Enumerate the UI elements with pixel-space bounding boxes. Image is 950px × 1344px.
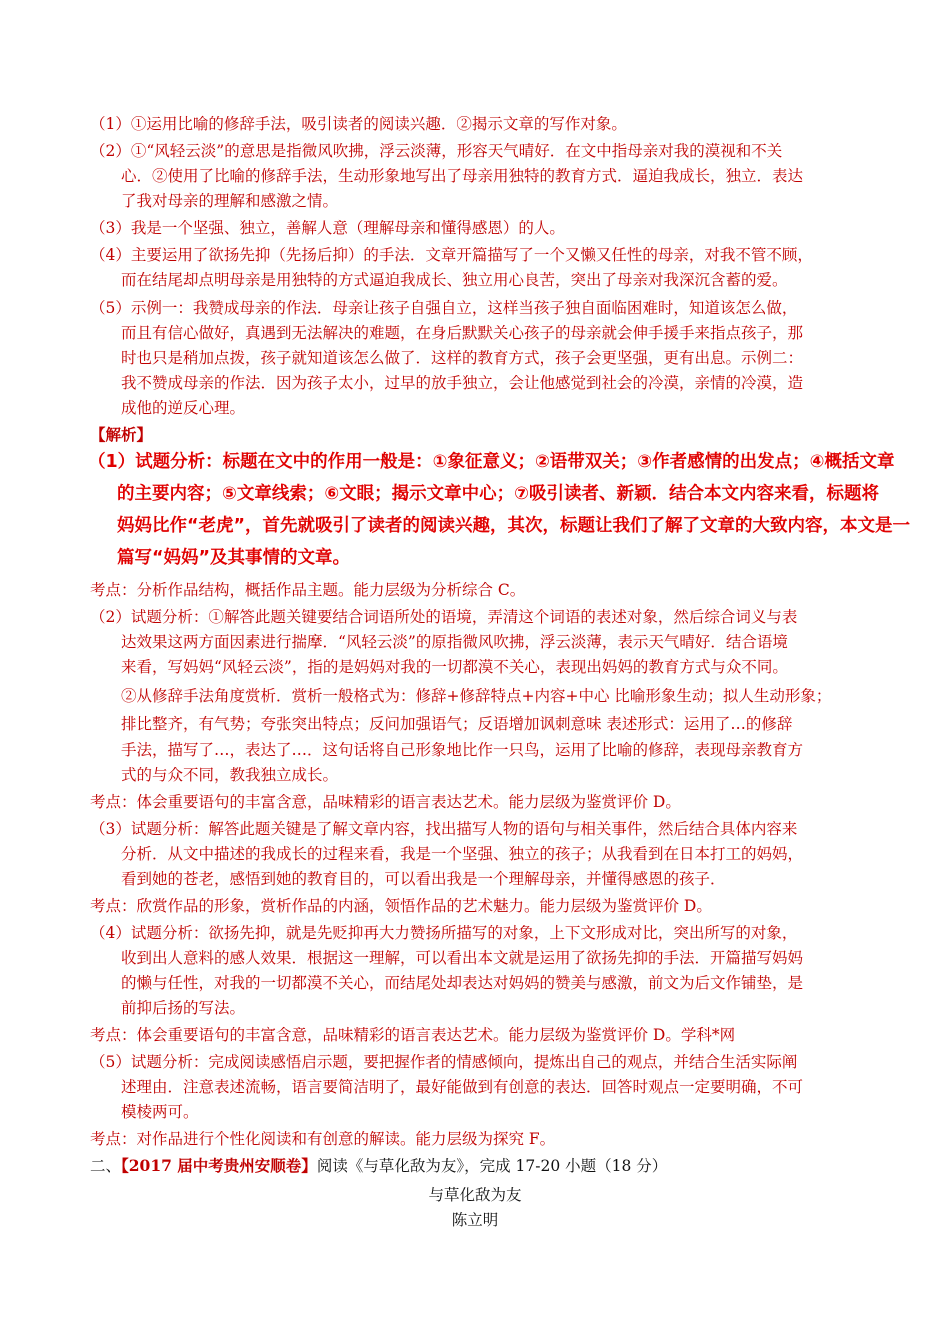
analysis-3-line: 看到她的苍老，感悟到她的教育目的，可以看出我是一个理解母亲，并懂得感恩的孩子．	[121, 870, 726, 888]
kaodian-3: 考点：欣赏作品的形象，赏析作品的内涵，领悟作品的艺术魅力。能力层级为鉴赏评价 D。	[90, 897, 712, 915]
section-2-heading	[90, 1156, 667, 1176]
analysis-5-line: 述理由．注意表述流畅，语言要简洁明了，最好能做到有创意的表达．回答时观点一定要明确，不可	[121, 1078, 804, 1096]
analysis-3-line: （3）试题分析：解答此题关键是了解文章内容，找出描写人物的语句与相关事件，然后结合具体内容来	[90, 820, 798, 838]
analysis-label: 【解析】	[90, 425, 153, 444]
answer-5-line: 而且有信心做好，真遇到无法解决的难题，在身后默默关心孩子的母亲就会伸手援手来指点孩子，那	[121, 324, 804, 342]
analysis-1-line: 篇写“妈妈”及其事情的文章。	[117, 548, 351, 568]
answer-5-line: 时也只是稍加点拨，孩子就知道该怎么做了．这样的教育方式，孩子会更坚强，更有出息。示例二：	[121, 349, 804, 367]
analysis-2-line: 达效果这两方面因素进行揣摩．“风轻云淡”的原指微风吹拂，浮云淡薄，表示天气晴好．结合语境	[121, 633, 788, 651]
analysis-4-line: 收到出人意料的感人效果．根据这一理解，可以看出本文就是运用了欲扬先抑的手法．开篇描写妈妈	[121, 949, 804, 967]
kaodian-1: 考点：分析作品结构，概括作品主题。能力层级为分析综合 C。	[90, 581, 526, 599]
kaodian-2: 考点：体会重要语句的丰富含意，品味精彩的语言表达艺术。能力层级为鉴赏评价 D。	[90, 793, 681, 811]
analysis-5-line: 模棱两可。	[121, 1103, 199, 1121]
analysis-2-line: ②从修辞手法角度赏析．赏析一般格式为：修辞+修辞特点+内容+中心 比喻形象生动；拟人生动形象；	[121, 687, 832, 705]
answer-4-line: （4）主要运用了欲扬先抑（先扬后抑）的手法．文章开篇描写了一个又懒又任性的母亲，对我不管不顾，	[90, 246, 813, 264]
analysis-2-line: 来看，写妈妈“风轻云淡”，指的是妈妈对我的一切都漠不关心，表现出妈妈的教育方式与众不同。	[121, 658, 788, 676]
section-2-source-tag: 【2017 届中考贵州安顺卷】	[121, 1156, 317, 1175]
kaodian-4: 考点：体会重要语句的丰富含意，品味精彩的语言表达艺术。能力层级为鉴赏评价 D。学科*网	[90, 1026, 736, 1044]
article-title: 与草化敌为友	[428, 1186, 522, 1204]
section-2-instruction: 阅读《与草化敌为友》，完成 17-20 小题（18 分）	[316, 1157, 668, 1175]
analysis-1-line: 的主要内容；⑤文章线索；⑥文眼；揭示文章中心；⑦吸引读者、新颖．结合本文内容来看，标题将	[117, 484, 879, 504]
analysis-1-line: 妈妈比作“老虎”，首先就吸引了读者的阅读兴趣，其次，标题让我们了解了文章的大致内容，本文是一	[117, 516, 910, 536]
analysis-2-line: 排比整齐，有气势；夸张突出特点；反问加强语气；反语增加讽刺意味 表述形式：运用了…的修辞	[121, 715, 793, 733]
answer-2-line: 了我对母亲的理解和感激之情。	[121, 192, 339, 210]
answer-5-line: 我不赞成母亲的作法．因为孩子太小，过早的放手独立，会让他感觉到社会的冷漠，亲情的冷漠，造	[121, 374, 804, 392]
analysis-1-line: （1）试题分析：标题在文中的作用一般是：①象征意义；②语带双关；③作者感情的出发点；④概括文章	[88, 452, 895, 472]
kaodian-5: 考点：对作品进行个性化阅读和有创意的解读。能力层级为探究 F。	[90, 1130, 556, 1148]
analysis-2-line: 式的与众不同，教我独立成长。	[121, 766, 339, 784]
article-author: 陈立明	[451, 1211, 499, 1229]
answer-2-line: （2）①“风轻云淡”的意思是指微风吹拂，浮云淡薄，形容天气晴好．在文中指母亲对我的漠视和不关	[90, 142, 783, 160]
analysis-2-line: （2）试题分析：①解答此题关键要结合词语所处的语境，弄清这个词语的表述对象，然后综合词义与表	[90, 608, 798, 626]
analysis-4-line: （4）试题分析：欲扬先抑，就是先贬抑再大力赞扬所描写的对象，上下文形成对比，突出所写的对象，	[90, 924, 798, 942]
answer-5-line: （5）示例一：我赞成母亲的作法．母亲让孩子自强自立，这样当孩子独自面临困难时，知道该怎么做，	[90, 299, 798, 317]
analysis-4-line: 前抑后扬的写法。	[121, 999, 246, 1017]
analysis-4-line: 的懒与任性，对我的一切都漠不关心，而结尾处却表达对妈妈的赞美与感激，前文为后文作铺垫，是	[121, 974, 804, 992]
answer-2-line: 心．②使用了比喻的修辞手法，生动形象地写出了母亲用独特的教育方式．逼迫我成长，独立．表达	[121, 167, 804, 185]
answer-5-line: 成他的逆反心理。	[121, 399, 246, 417]
answer-4-line: 而在结尾却点明母亲是用独特的方式逼迫我成长、独立用心良苦，突出了母亲对我深沉含蓄的爱。	[121, 271, 788, 289]
analysis-2-line: 手法，描写了…，表达了…．这句话将自己形象地比作一只鸟，运用了比喻的修辞，表现母亲教育方	[121, 741, 804, 759]
answer-1-line: （1）①运用比喻的修辞手法，吸引读者的阅读兴趣．②揭示文章的写作对象。	[90, 115, 627, 133]
answer-3-line: （3）我是一个坚强、独立，善解人意（理解母亲和懂得感恩）的人。	[90, 219, 565, 237]
analysis-5-line: （5）试题分析：完成阅读感悟启示题，要把握作者的情感倾向，提炼出自己的观点，并结合生活实际阐	[90, 1053, 798, 1071]
section-2-prefix: 二、	[90, 1157, 122, 1175]
analysis-3-line: 分析．从文中描述的我成长的过程来看，我是一个坚强、独立的孩子；从我看到在日本打工的妈妈，	[121, 845, 804, 863]
